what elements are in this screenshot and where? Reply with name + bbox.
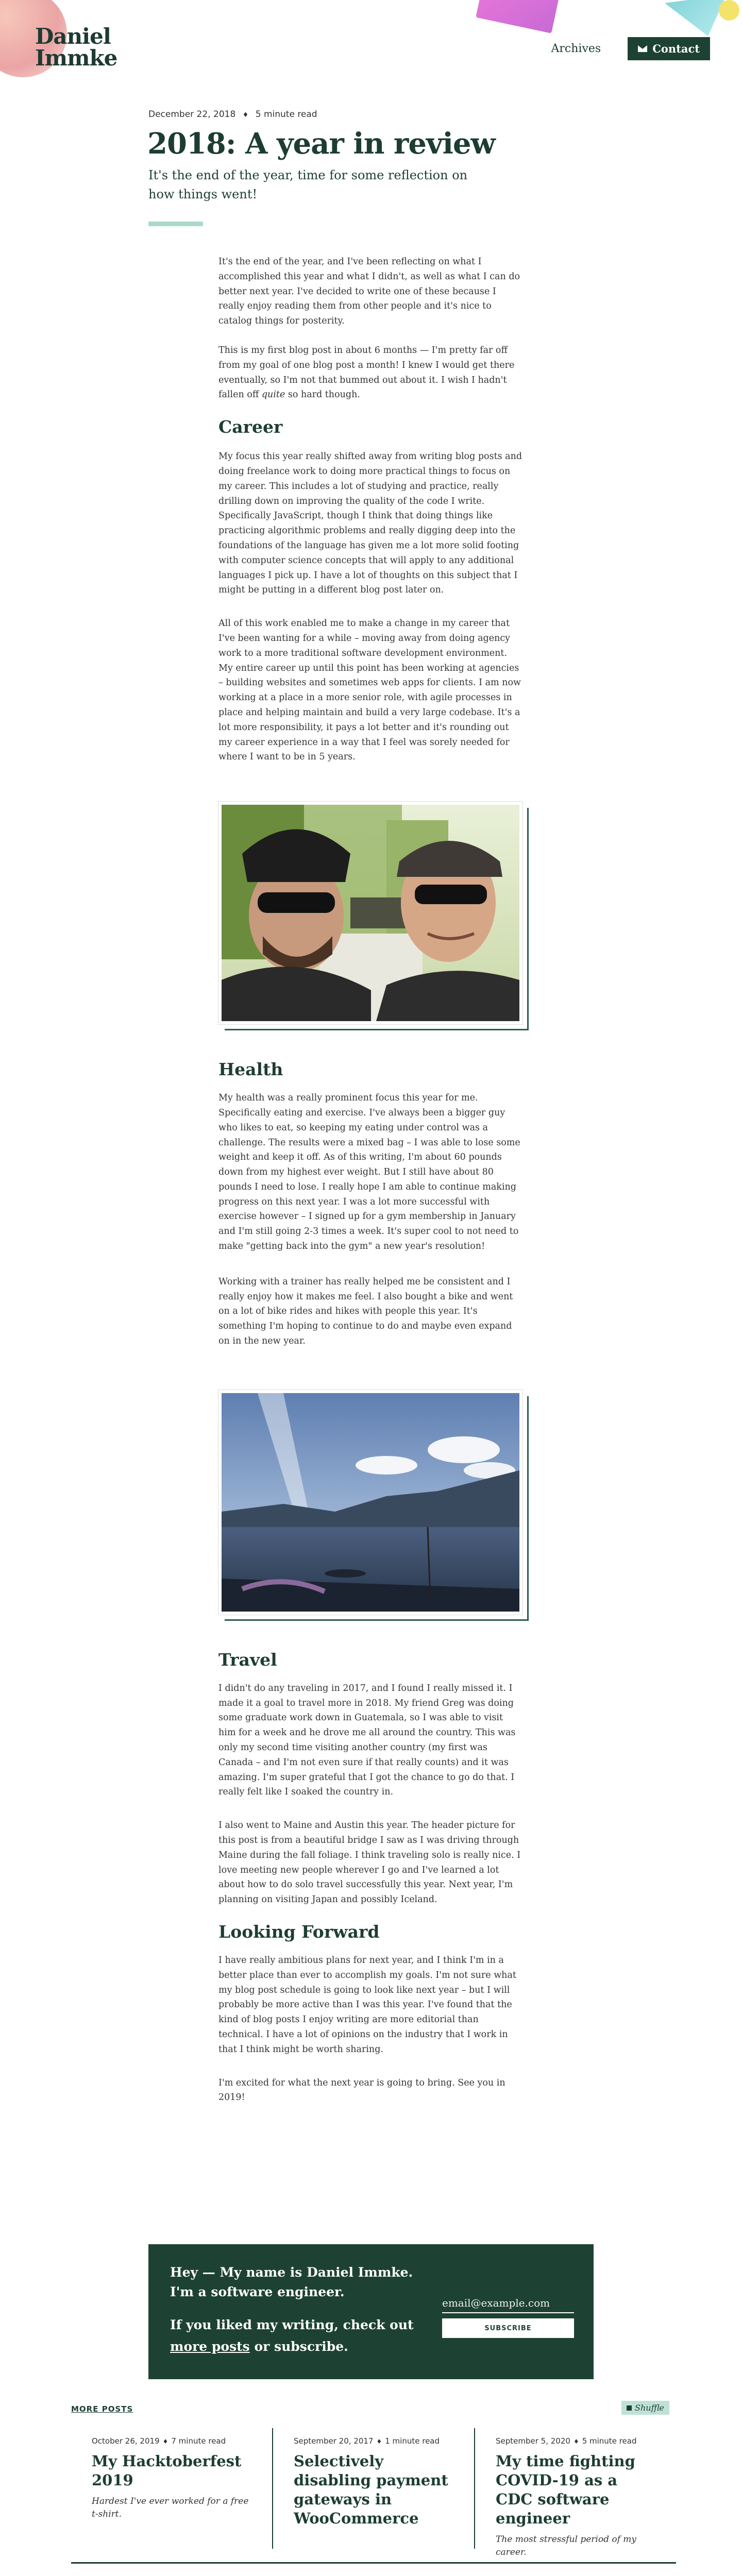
post-title-link[interactable]: Selectively disabling payment gateways in WooCommerce: [294, 2452, 448, 2527]
site-logo[interactable]: [35, 26, 117, 69]
paragraph: [218, 343, 522, 402]
paragraph: It's the end of the year, and I've been reflecting on what I accomplished this year and what I didn't, as well as what I can do better next year. I've decided to write one of these because I really enjoy reading them from other people and it's nice to catalog things for posterity.: [218, 257, 520, 327]
paragraph: My focus this year really shifted away from writing blog posts and doing freelance work to doing more practical things to focus on my career. This includes a lot of studying and practice, really drilling down on improving the quality of the code I write. Specifically JavaScript, though I think that doing things like practicing algorithmic problems and really digging deep into the foundations of the language has given me a lot more solid footing with computer science concepts that will apply to any additional languages I pick up. I have a lot of thoughts on this subject that I might be putting in a different blog post later on.: [218, 451, 522, 596]
article-meta: [148, 109, 317, 120]
emphasis: quite: [261, 389, 285, 400]
footer-divider: [71, 2562, 676, 2564]
post-meta: [294, 2436, 453, 2446]
selfie-image: [222, 805, 519, 1021]
section-heading-looking-forward: Looking Forward: [218, 1922, 380, 1942]
photo-selfie-figure: [218, 802, 522, 1024]
article-date: December 22, 2018: [148, 109, 236, 120]
post-date: October 26, 2019: [92, 2436, 160, 2446]
section-heading-career: Career: [218, 417, 283, 437]
newsletter-cta: [170, 2314, 417, 2358]
paragraph: I didn't do any traveling in 2017, and I found I really missed it. I made it a goal to travel more in 2018. My friend Greg was doing some graduate work down in Guatemala, so I was able to visit him for a week and he drove me all around the country. This was only my second time visiting another country (my first was Canada – and I'm not even sure if that really counts) and it was amazing. I'm super grateful that I got the chance to go do that. I really felt like I soaked the country in.: [218, 1683, 516, 1798]
decorative-shape: [476, 0, 560, 33]
contact-label: Contact: [652, 42, 700, 55]
decorative-shape: [719, 0, 739, 21]
page-title: 2018: A year in review: [147, 127, 495, 161]
nav-archives-link[interactable]: Archives: [551, 42, 601, 55]
post-read-time: 1 minute read: [385, 2436, 440, 2446]
logo-line: Immke: [35, 45, 117, 71]
post-title-link[interactable]: My time fighting COVID-19 as a CDC software engineer: [496, 2452, 635, 2527]
post-card[interactable]: [272, 2428, 474, 2549]
paragraph: I have really ambitious plans for next year, and I think I'm in a better place than ever to accomplish my goals. I'm not sure what my blog post schedule is going to look like next year – but I will probably be more active than I was this year. I've found that the kind of blog posts I enjoy writing are more editorial than technical. I have a lot of opinions on the industry that I work in that I think might be worth sharing.: [218, 1955, 516, 2055]
more-posts-label[interactable]: MORE POSTS: [71, 2404, 133, 2414]
meta-separator: ♦: [242, 111, 249, 119]
email-field[interactable]: [442, 2294, 574, 2313]
photo-lake-figure: [218, 1390, 522, 1615]
paragraph: My health was a really prominent focus this year for me. Specifically eating and exercise. I've always been a bigger guy who likes to eat, so keeping my eating under control was a challenge. The results were a mixed bag – I was able to lose some weight and keep it off. As of this writing, I'm about 60 pounds down from my highest ever weight. But I still have about 80 pounds I need to lose. I really hope I am able to continue making progress on this next year. I was a lot more successful with exercise however – I signed up for a gym membership in January and I'm still going 2-3 times a week. It's super cool to not need to make "getting back into the gym" a new year's resolution!: [218, 1093, 520, 1252]
newsletter-intro: Hey — My name is Daniel Immke. I'm a software engineer.: [170, 2265, 413, 2299]
post-meta: [496, 2436, 655, 2446]
more-posts-list: [71, 2428, 676, 2557]
post-description: The most stressful period of my career.: [496, 2534, 637, 2557]
photo-lake: [218, 1390, 522, 1615]
post-meta: [92, 2436, 251, 2446]
post-read-time: 7 minute read: [171, 2436, 226, 2446]
decorative-shape: [665, 0, 727, 36]
logo-line: Daniel: [35, 24, 111, 49]
section-heading-travel: Travel: [218, 1649, 277, 1670]
post-description: Hardest I've ever worked for a free t-shirt.: [92, 2496, 249, 2519]
meta-separator: ♦: [376, 2438, 382, 2445]
meta-separator: ♦: [573, 2438, 579, 2445]
shuffle-label: Shuffle: [635, 2403, 664, 2413]
paragraph: All of this work enabled me to make a change in my career that I've been wanting for a while – moving away from doing agency work to a more traditional software development environment. My entire career up until this point has been working at agencies – building websites and sometimes web apps for clients. I am now working at a place in a more senior role, with agile processes in place and helping maintain and build a very large codebase. It's a lot more responsibility, it pays a lot better and it's rounding out my career experience in a way that I feel was sorely needed for where I want to be in 5 years.: [218, 618, 521, 762]
article-body: [218, 255, 522, 2120]
photo-selfie: [218, 802, 522, 1024]
post-title-link[interactable]: My Hacktoberfest 2019: [92, 2452, 242, 2489]
paragraph: I also went to Maine and Austin this year. The header picture for this post is from a beautiful bridge I saw as I was driving through Maine during the fall foliage. I think traveling solo is really nice. I love meeting new people wherever I go and I've learned a lot about how to do solo travel successfully this year. Next year, I'm planning on visiting Japan and possibly Iceland.: [218, 1820, 521, 1905]
contact-button[interactable]: [628, 37, 710, 60]
text-span: so hard though.: [285, 389, 360, 400]
more-posts-link[interactable]: more posts: [170, 2339, 250, 2354]
section-heading-health: Health: [218, 1059, 283, 1080]
meta-separator: ♦: [162, 2438, 168, 2445]
main-nav: [551, 37, 710, 60]
shuffle-button[interactable]: [621, 2401, 669, 2415]
newsletter-box: [148, 2244, 594, 2379]
article-read-time: 5 minute read: [255, 109, 317, 120]
post-read-time: 5 minute read: [582, 2436, 637, 2446]
text-span: or subscribe.: [249, 2339, 348, 2354]
page-subtitle: It's the end of the year, time for some reflection on how things went!: [148, 168, 468, 201]
lake-image: [222, 1393, 519, 1612]
post-date: September 20, 2017: [294, 2436, 374, 2446]
paragraph: Working with a trainer has really helped me be consistent and I really enjoy how it makes me feel. I also bought a bike and went on a lot of bike rides and hikes with people this year. It's something I'm hoping to continue to do and maybe even expand on in the new year.: [218, 1276, 513, 1347]
mail-icon: [638, 45, 647, 52]
post-card[interactable]: [71, 2428, 272, 2549]
post-card[interactable]: [474, 2428, 676, 2557]
subscribe-button[interactable]: SUBSCRIBE: [442, 2318, 574, 2338]
text-span: This is my first blog post in about 6 months — I'm pretty far off from my goal of one blog post a month! I knew I would get there eventually, so I'm not that bummed out about it. I wish I hadn't fallen off: [218, 345, 515, 400]
accent-bar: [148, 222, 203, 226]
text-span: If you liked my writing, check out: [170, 2317, 414, 2332]
post-date: September 5, 2020: [496, 2436, 570, 2446]
paragraph: I'm excited for what the next year is going to bring. See you in 2019!: [218, 2077, 505, 2103]
shuffle-icon: [627, 2405, 632, 2411]
